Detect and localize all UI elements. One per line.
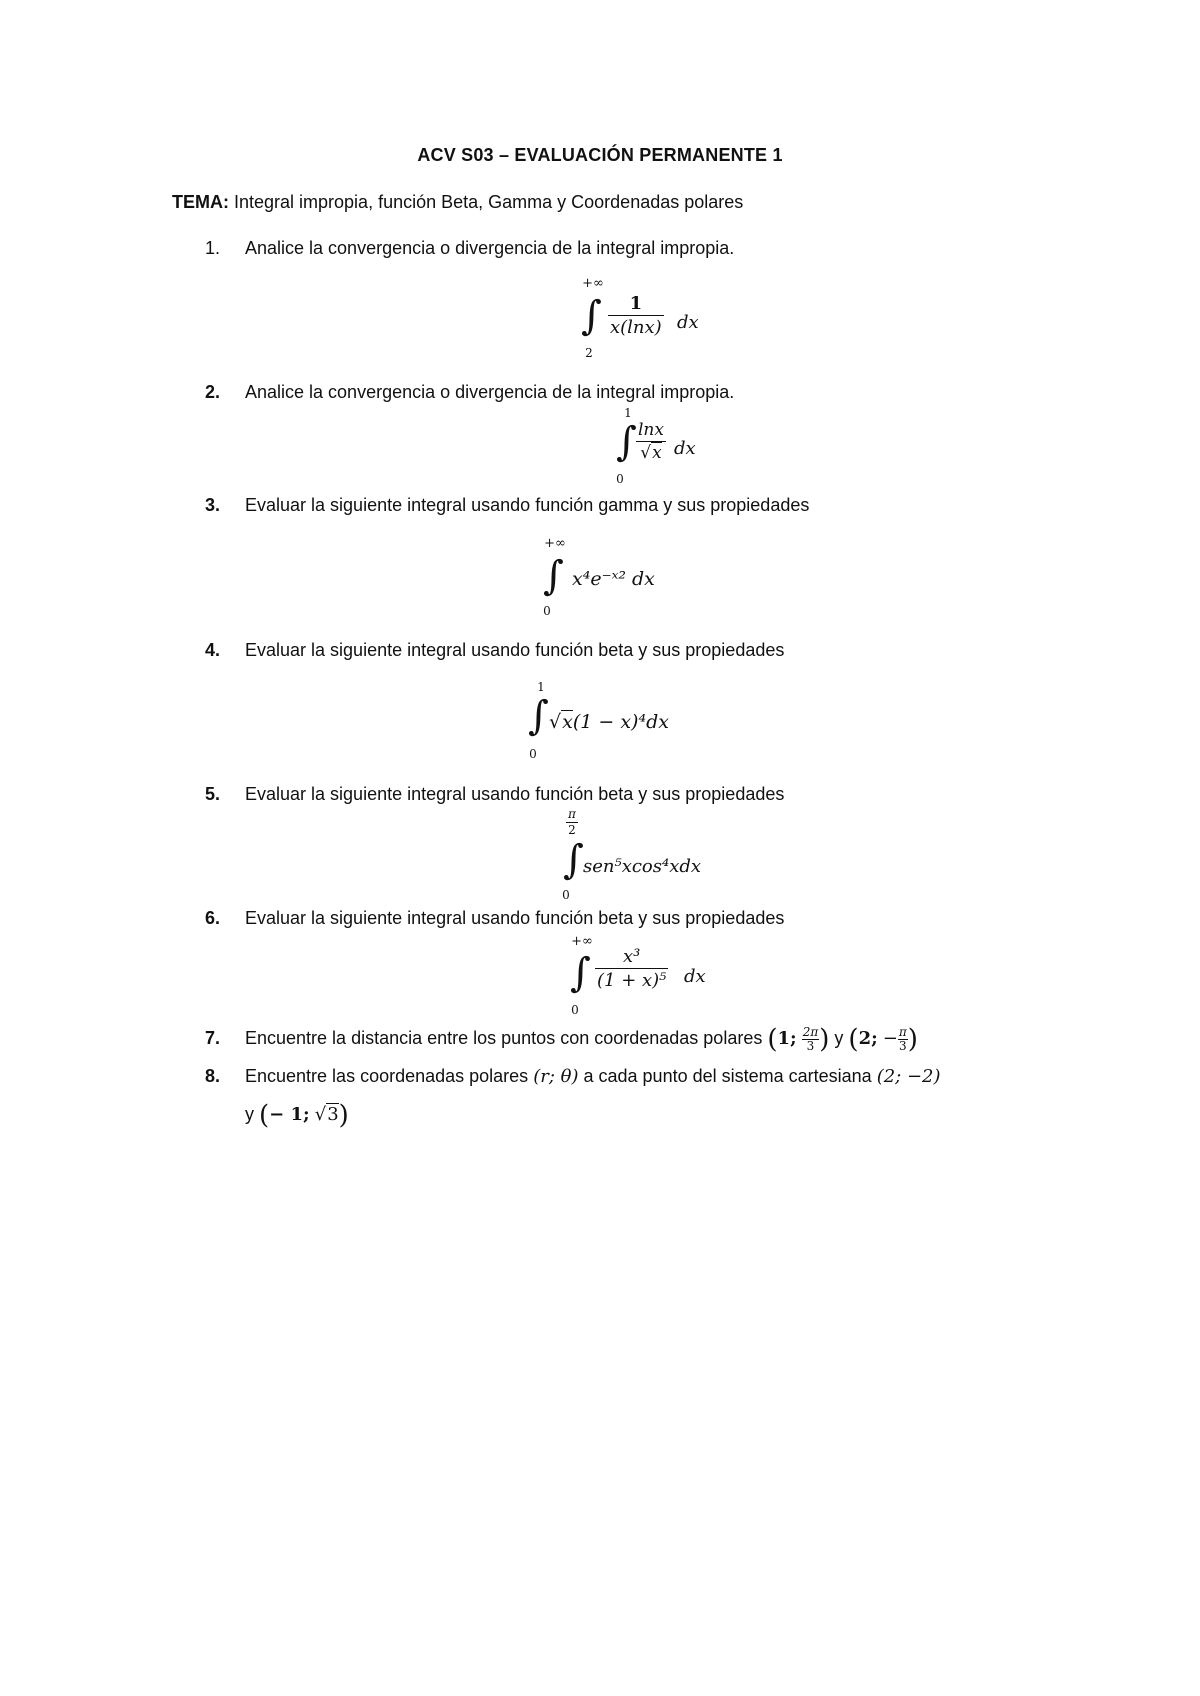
differential: dx [674,438,696,459]
denominator: (1 + x)⁵ [597,970,667,991]
denominator: x(lnx) [610,317,662,338]
question-5 [205,784,784,805]
cartesian-point-2: (− 1; √3) [259,1100,349,1130]
fraction [595,946,668,991]
question-text: Evaluar la siguiente integral usando función beta y sus propiedades [245,640,785,660]
question-text: Encuentre la distancia entre los puntos con coordenadas polares [245,1027,763,1048]
differential: dx [684,966,706,987]
upper-limit: +∞ [582,276,604,291]
question-number: 8. [205,1066,221,1086]
question-number: 7. [205,1027,221,1048]
question-text-cont: a cada punto del sistema cartesiana [583,1066,872,1086]
question-text: Encuentre las coordenadas polares [245,1066,529,1086]
denominator: √x [640,443,662,463]
question-text: Evaluar la siguiente integral usando función beta y sus propiedades [245,784,785,804]
topic-line [172,192,743,213]
question-3 [205,495,809,516]
integral-sign: ∫ [616,419,637,465]
numerator: 1 [629,293,643,314]
question-number: 1. [205,238,221,258]
integral-sign: ∫ [581,293,602,339]
numerator: x³ [623,946,641,967]
polar-notation: (r; θ) [533,1066,579,1087]
topic-text: Integral impropia, función Beta, Gamma y Coordenadas polares [229,192,744,212]
question-number: 6. [205,908,221,928]
question-8-line-2 [245,1100,349,1130]
lower-limit: 2 [585,346,593,360]
differential: dx [677,312,699,333]
integrand: sen⁵xcos⁴xdx [583,856,702,877]
integrand: √x(1 − x)⁴dx [549,711,669,733]
lower-limit: 0 [543,604,551,618]
cartesian-point-1: (2; −2) [876,1066,941,1087]
lower-limit: 0 [562,888,570,902]
topic-label: TEMA: [172,192,229,212]
question-text: Evaluar la siguiente integral usando función beta y sus propiedades [245,908,785,928]
connector-y: y [834,1027,844,1048]
integral-sign: ∫ [570,950,591,996]
numerator: lnx [638,420,664,440]
lower-limit: 0 [571,1003,579,1017]
fraction [608,293,664,338]
integrand: x⁴e⁻ˣ² dx [572,568,655,590]
upper-limit: +∞ [544,536,566,551]
fraction [636,420,666,463]
integral-sign: ∫ [543,553,564,599]
upper-limit: 1 [537,680,545,694]
lower-limit: 0 [616,472,624,486]
question-number: 5. [205,784,221,804]
upper-limit: +∞ [571,934,593,949]
upper-limit: 1 [624,406,632,420]
polar-point-1: (1; $\frac{2\pi}{3}$ ) [767,1024,830,1054]
question-8 [205,1066,941,1087]
integral-sign: ∫ [528,693,549,739]
connector-y: y [245,1103,254,1124]
question-number: 3. [205,495,221,515]
question-text: Analice la convergencia o divergencia de la integral impropia. [245,238,735,258]
question-text: Evaluar la siguiente integral usando función gamma y sus propiedades [245,495,810,515]
lower-limit: 0 [529,747,537,761]
question-number: 4. [205,640,221,660]
polar-point-2: (2; − $\frac{\pi}{3}$ ) [848,1024,918,1054]
question-number: 2. [205,382,221,402]
question-1 [205,238,734,259]
question-2 [205,382,734,403]
question-4 [205,640,784,661]
upper-limit: π 2 [568,807,576,837]
question-7 [205,1024,918,1054]
page-title: ACV S03 – EVALUACIÓN PERMANENTE 1 [417,145,783,165]
question-6 [205,908,784,929]
question-text: Analice la convergencia o divergencia de la integral impropia. [245,382,735,402]
integral-sign: ∫ [563,837,584,883]
